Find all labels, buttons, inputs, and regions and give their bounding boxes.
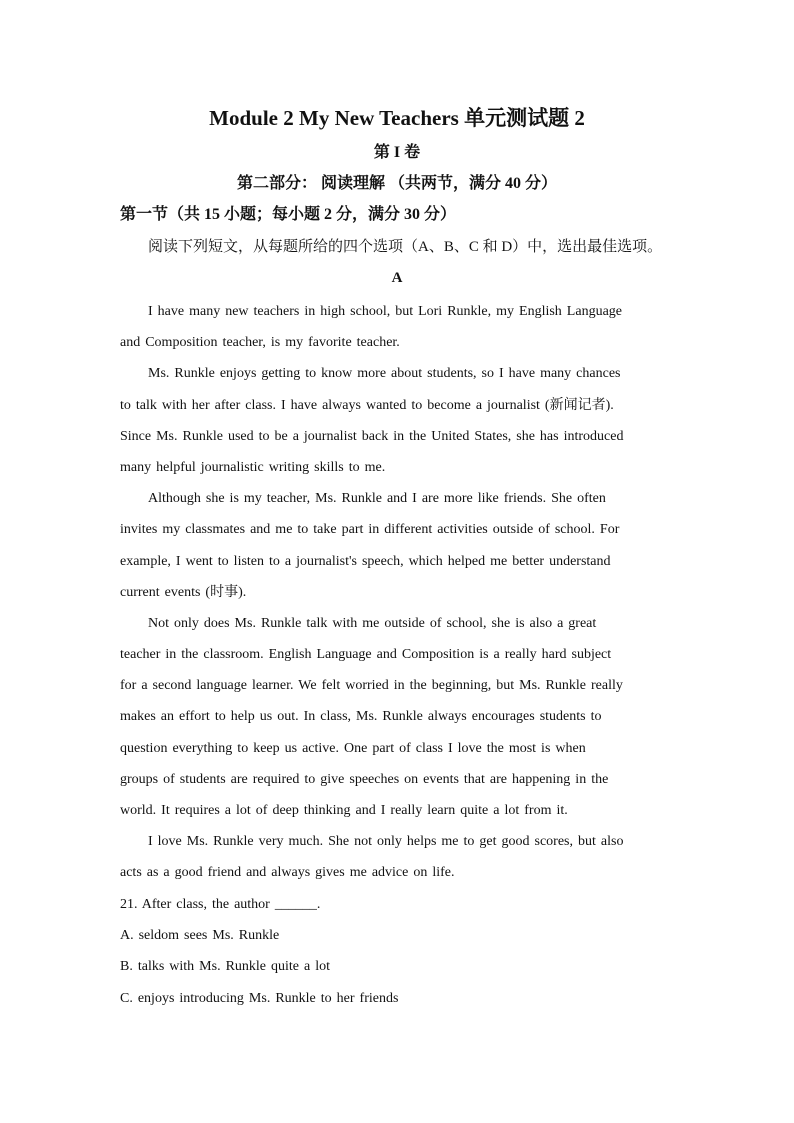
instruction-text: 阅读下列短文，从每题所给的四个选项（A、B、C 和 D）中，选出最佳选项。 <box>148 239 663 255</box>
passage-line: invites my classmates and me to take part in different activities outside of school. For <box>120 522 620 538</box>
option-a: A. seldom sees Ms. Runkle <box>120 928 280 944</box>
passage-line: Although she is my teacher, Ms. Runkle and I are more like friends. She often <box>148 491 606 507</box>
passage-line: example, I went to listen to a journalist's speech, which helped me better understand <box>120 553 611 569</box>
passage-line: Since Ms. Runkle used to be a journalist back in the United States, she has introduced <box>120 428 624 444</box>
passage-line: to talk with her after class. I have always wanted to become a journalist (新闻记者). <box>120 397 614 413</box>
passage-line: Not only does Ms. Runkle talk with me outside of school, she is also a great <box>148 615 597 631</box>
passage-line: I love Ms. Runkle very much. She not only helps me to get good scores, but also <box>148 834 624 850</box>
passage-line: question everything to keep us active. One part of class I love the most is when <box>120 740 586 756</box>
option-b: B. talks with Ms. Runkle quite a lot <box>120 959 330 975</box>
passage-line: current events (时事). <box>120 584 247 600</box>
option-c: C. enjoys introducing Ms. Runkle to her friends <box>120 990 399 1006</box>
document-title: Module 2 My New Teachers 单元测试题 2 <box>209 106 585 130</box>
volume-heading: 第 I 卷 <box>373 144 421 161</box>
passage-line: and Composition teacher, is my favorite teacher. <box>120 335 400 351</box>
passage-line: acts as a good friend and always gives me advice on life. <box>120 865 455 881</box>
passage-line: teacher in the classroom. English Language and Composition is a really hard subject <box>120 647 612 663</box>
section-heading: 第一节（共 15 小题；每小题 2 分，满分 30 分） <box>120 206 457 223</box>
passage-line: I have many new teachers in high school, but Lori Runkle, my English Language <box>148 304 623 319</box>
passage-label: A <box>391 270 403 286</box>
passage-line: for a second language learner. We felt worried in the beginning, but Ms. Runkle really <box>120 678 623 694</box>
part-heading: 第二部分： 阅读理解 （共两节，满分 40 分） <box>236 175 557 192</box>
passage-line: many helpful journalistic writing skills to me. <box>120 459 386 475</box>
passage-line: Ms. Runkle enjoys getting to know more about students, so I have many chances <box>148 366 621 382</box>
question-21 <box>120 889 398 1014</box>
question-stem: 21. After class, the author ______. <box>120 897 321 912</box>
passage-line: groups of students are required to give speeches on events that are happening in the <box>120 771 609 787</box>
passage-line: makes an effort to help us out. In class, Ms. Runkle always encourages students to <box>120 709 602 725</box>
passage-line: world. It requires a lot of deep thinking and I really learn quite a lot from it. <box>120 803 568 818</box>
passage-body <box>120 296 680 889</box>
